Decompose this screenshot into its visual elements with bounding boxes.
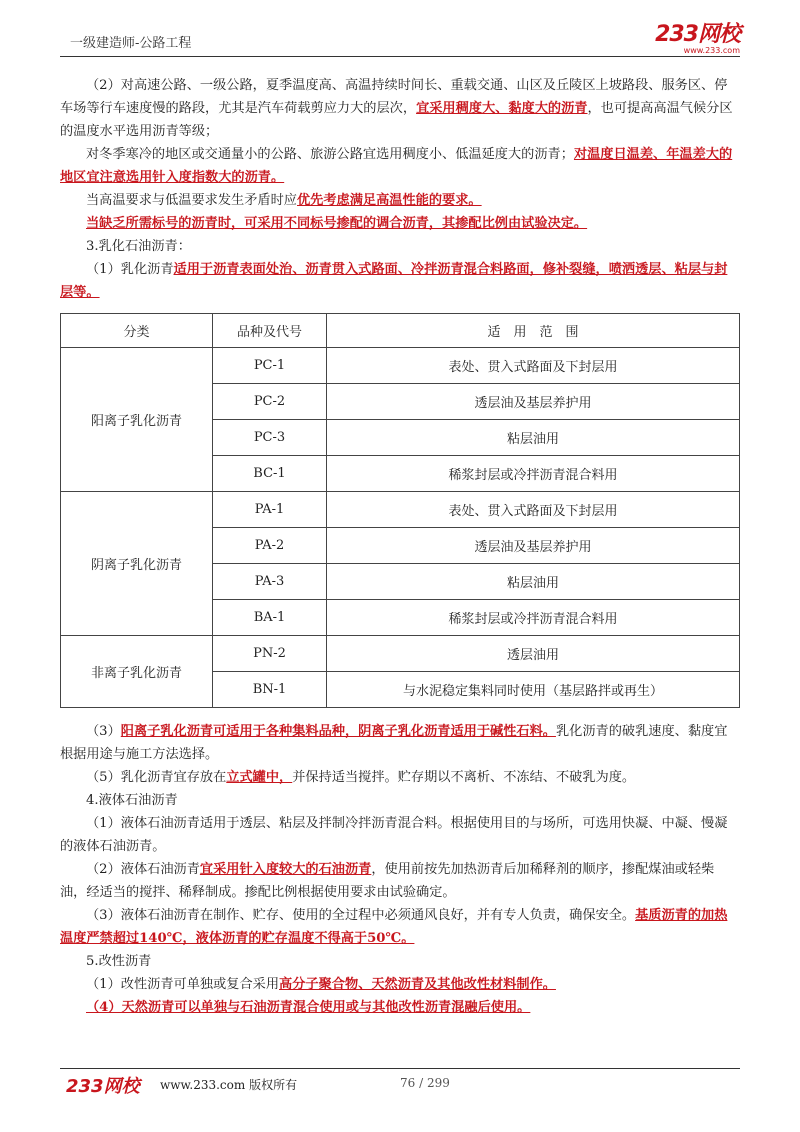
paragraph-natural-asphalt (60, 996, 740, 1019)
brand-logo[interactable] (655, 24, 740, 55)
page-footer (60, 1072, 740, 1096)
code-cell: BC-1 (213, 456, 327, 492)
table-row (61, 636, 740, 672)
highlight-span: 适用于沥青表面处治、沥青贯入式路面、冷拌沥青混合料路面，修补裂缝，喷洒透层、粘层与封层等。 (60, 262, 728, 300)
code-cell: PC-1 (213, 348, 327, 384)
paragraph-conflict (60, 189, 740, 212)
footer-logo[interactable]: 233网校 (66, 1076, 140, 1097)
code-cell: PA-2 (213, 528, 327, 564)
text-span: （3） (86, 724, 121, 739)
section-heading-modified: 5.改性沥青 (86, 954, 152, 969)
table-row (61, 348, 740, 384)
code-cell: PN-2 (213, 636, 327, 672)
highlight-span: 优先考虑满足高温性能的要求。 (297, 193, 482, 208)
paragraph-modified-materials (60, 973, 740, 996)
text-span: （1）乳化沥青 (86, 262, 174, 277)
use-cell: 粘层油用 (327, 420, 740, 456)
section-heading-liquid: 4.液体石油沥青 (86, 793, 178, 808)
column-header-category: 分类 (61, 314, 213, 348)
text-span: （1）改性沥青可单独或复合采用 (86, 977, 280, 992)
text-span: （2）对高速公路、一级公路，夏季温度高、高温持续时间长、重载交通、山区及丘陵区上坡路段、服务区、停车场等行车速度慢的路段，尤其是汽车荷载剪应力大的层次， (60, 78, 728, 116)
text-span: （5）乳化沥青宜存放在 (86, 770, 227, 785)
highlight-span: 当缺乏所需标号的沥青时，可采用不同标号掺配的调合沥青，其掺配比例由试验决定。 (86, 216, 588, 231)
column-header-code: 品种及代号 (213, 314, 327, 348)
use-cell: 粘层油用 (327, 564, 740, 600)
after-table-section (60, 720, 740, 1019)
paragraph-storage (60, 766, 740, 789)
header-divider (60, 56, 740, 57)
highlight-span: 基质沥青的加热温度严禁超过140℃，液体沥青的贮存温度不得高于50℃。 (60, 908, 728, 946)
footer-copyright: www.233.com 版权所有 (160, 1078, 298, 1092)
text-span: 当高温要求与低温要求发生矛盾时应 (86, 193, 297, 208)
intro-section (60, 74, 740, 304)
text-span: 并保持适当搅拌。贮存期以不离析、不冻结、不破乳为度。 (292, 770, 636, 785)
use-cell: 透层油用 (327, 636, 740, 672)
document-title: 一级建造师-公路工程 (70, 36, 192, 51)
page-number: 76 / 299 (400, 1076, 450, 1090)
highlight-span: 高分子聚合物、天然沥青及其他改性材料制作。 (279, 977, 556, 992)
paragraph-liquid-safety (60, 904, 740, 950)
paragraph-emulsified-use (60, 258, 740, 304)
text-span: ，也可提高高温气候分区的温度水平选用沥青等级； (60, 101, 733, 139)
text-span: （2）液体石油沥青 (86, 862, 200, 877)
paragraph-blending (60, 212, 740, 235)
use-cell: 稀浆封层或冷拌沥青混合料用 (327, 600, 740, 636)
text-span: 乳化沥青的破乳速度、黏度宜根据用途与施工方法选择。 (60, 724, 728, 762)
page-header (60, 22, 740, 56)
code-cell: BA-1 (213, 600, 327, 636)
category-cell: 非离子乳化沥青 (61, 636, 213, 708)
use-cell: 表处、贯入式路面及下封层用 (327, 348, 740, 384)
logo-url: www.233.com (683, 46, 740, 55)
logo-text: 233网校 (655, 22, 740, 47)
use-cell: 稀浆封层或冷拌沥青混合料用 (327, 456, 740, 492)
paragraph-liquid-penetration (60, 858, 740, 904)
use-cell: 表处、贯入式路面及下封层用 (327, 492, 740, 528)
column-header-scope: 适 用 范 围 (327, 314, 740, 348)
text-span: （3）液体石油沥青在制作、贮存、使用的全过程中必须通风良好，并有专人负责，确保安全。 (86, 908, 636, 923)
footer-divider (60, 1068, 740, 1069)
highlight-span: （4）天然沥青可以单独与石油沥青混合使用或与其他改性沥青混融后使用。 (86, 1000, 531, 1015)
highlight-span: 宜采用针入度较大的石油沥青 (199, 862, 372, 877)
code-cell: PA-3 (213, 564, 327, 600)
code-cell: BN-1 (213, 672, 327, 708)
emulsified-asphalt-table (60, 313, 740, 708)
paragraph-high-temp (60, 74, 740, 143)
category-cell: 阳离子乳化沥青 (61, 348, 213, 492)
code-cell: PC-3 (213, 420, 327, 456)
paragraph-ionic-types (60, 720, 740, 766)
use-cell: 透层油及基层养护用 (327, 384, 740, 420)
table-header-row (61, 314, 740, 348)
highlight-span: 对温度日温差、年温差大的地区宜注意选用针入度指数大的沥青。 (60, 147, 733, 185)
category-cell: 阴离子乳化沥青 (61, 492, 213, 636)
code-cell: PC-2 (213, 384, 327, 420)
paragraph-liquid-use: （1）液体石油沥青适用于透层、粘层及拌制冷拌沥青混合料。根据使用目的与场所，可选用快凝、中凝、慢凝的液体石油沥青。 (60, 816, 728, 854)
code-cell: PA-1 (213, 492, 327, 528)
use-cell: 透层油及基层养护用 (327, 528, 740, 564)
use-cell: 与水泥稳定集料同时使用（基层路拌或再生） (327, 672, 740, 708)
paragraph-cold-region (60, 143, 740, 189)
text-span: ，使用前按先加热沥青后加稀释剂的顺序，掺配煤油或轻柴油，经适当的搅拌、稀释制成。掺配比例根据使用要求由试验确定。 (60, 862, 715, 900)
highlight-span: 宜采用稠度大、黏度大的沥青 (416, 101, 588, 116)
text-span: 对冬季寒冷的地区或交通量小的公路、旅游公路宜选用稠度小、低温延度大的沥青； (86, 147, 574, 162)
highlight-span: 立式罐中， (226, 770, 293, 785)
highlight-span: 阳离子乳化沥青可适用于各种集料品种，阴离子乳化沥青适用于碱性石料。 (120, 724, 556, 739)
section-heading-emulsified: 3.乳化石油沥青： (86, 239, 191, 254)
table-row (61, 492, 740, 528)
